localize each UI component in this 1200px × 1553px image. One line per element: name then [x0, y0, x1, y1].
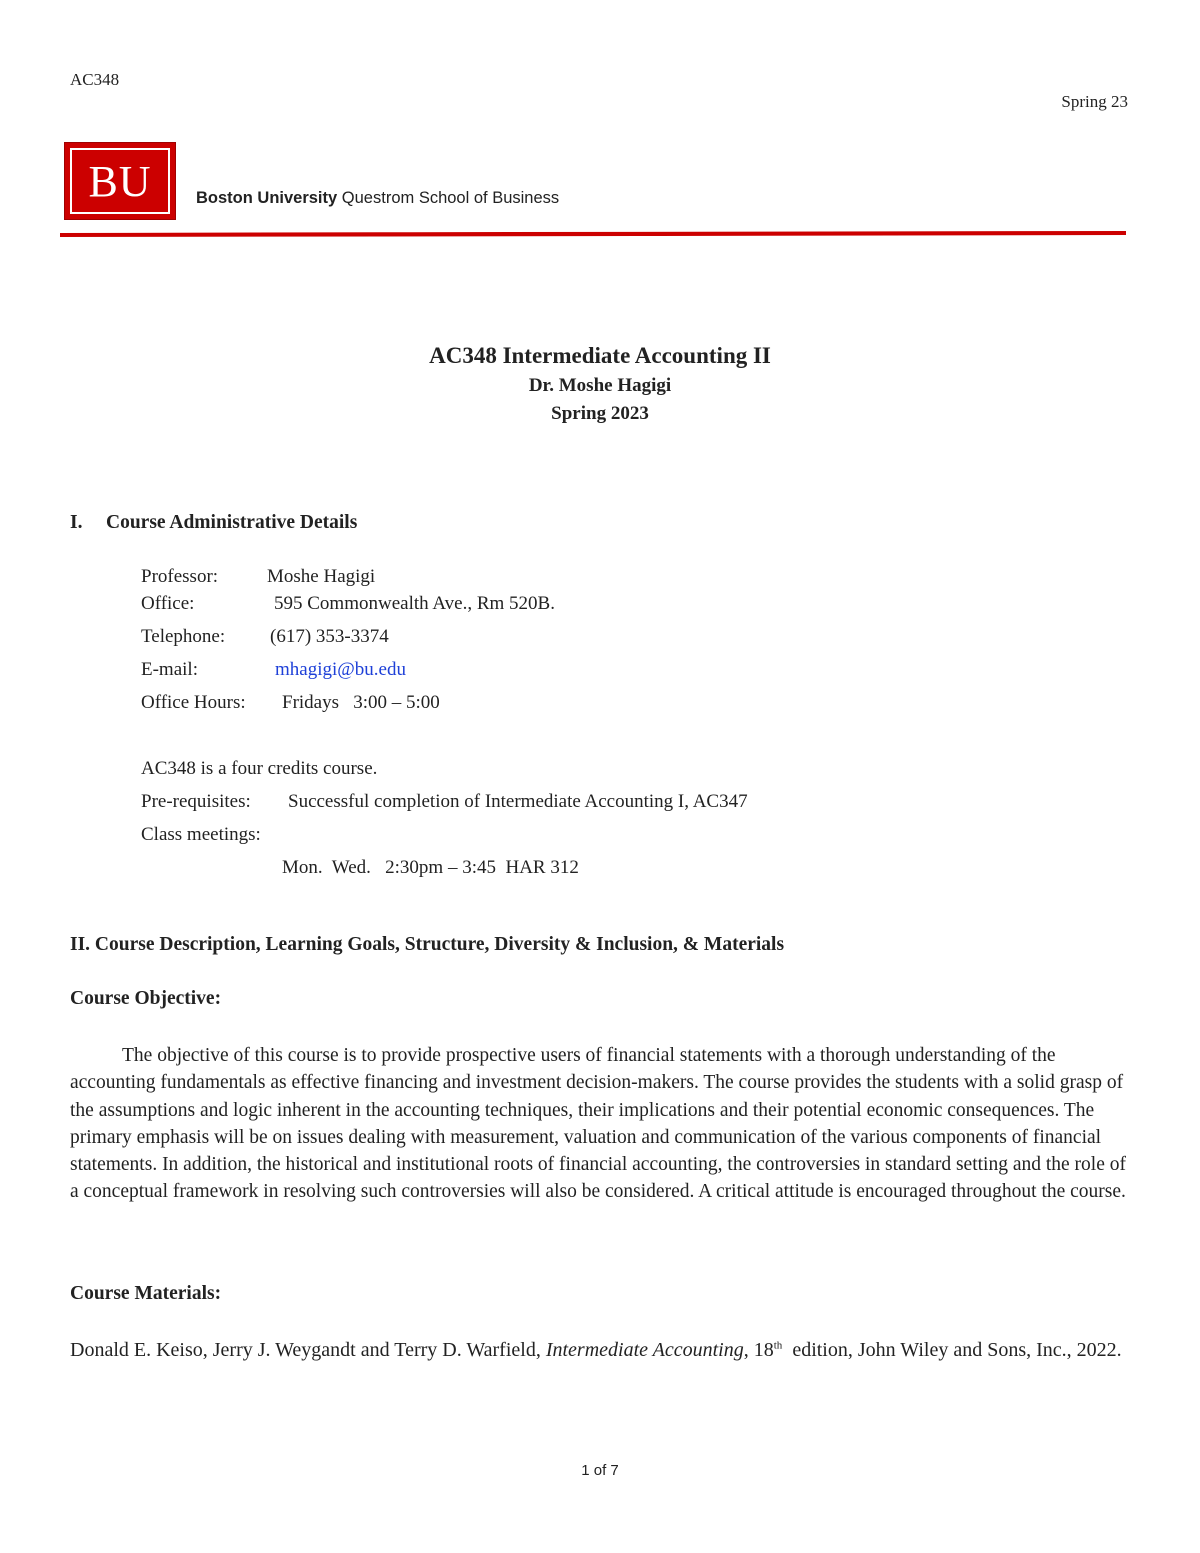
objective-heading: Course Objective: [70, 988, 222, 1009]
email-label: E-mail: [141, 659, 198, 680]
office-hours-label: Office Hours: [141, 692, 246, 713]
telephone-row [141, 626, 389, 648]
book-edition-number: , 18 [743, 1339, 774, 1361]
school-name-rest: Questrom School of Business [341, 189, 560, 207]
prereq-value: Successful completion of Intermediate Accounting I, AC347 [288, 791, 748, 812]
book-publisher: edition, John Wiley and Sons, Inc., 2022. [782, 1339, 1122, 1361]
telephone-label: Telephone: [141, 626, 226, 647]
instructor-name: Dr. Moshe Hagigi [528, 375, 672, 396]
bu-logo-mark: BU [70, 148, 170, 214]
school-name-bold: Boston University [196, 189, 338, 207]
meetings-value: Mon. Wed. 2:30pm – 3:45 HAR 312 [282, 857, 579, 878]
page-number: 1 of 7 [581, 1462, 619, 1479]
book-edition-suffix: th [773, 1339, 783, 1352]
telephone-value: (617) 353-3374 [270, 626, 389, 647]
materials-heading: Course Materials: [70, 1283, 222, 1304]
email-row [141, 659, 406, 681]
school-name [196, 189, 559, 208]
header-divider [60, 231, 1126, 237]
meetings-label: Class meetings: [141, 824, 261, 845]
professor-label: Professor: [141, 566, 219, 587]
objective-paragraph [70, 1042, 1132, 1206]
office-row [141, 593, 555, 615]
book-title: Intermediate Accounting [545, 1339, 744, 1361]
book-authors: Donald E. Keiso, Jerry J. Weygandt and Terry D. Warfield, [70, 1339, 541, 1361]
section-1-title: Course Administrative Details [106, 512, 358, 533]
header-course-code: AC348 [70, 70, 120, 89]
header-term: Spring 23 [1061, 92, 1128, 111]
email-link[interactable]: mhagigi@bu.edu [275, 659, 406, 680]
course-term: Spring 2023 [551, 403, 649, 424]
section-1-heading [70, 512, 357, 534]
bu-logo [64, 142, 176, 220]
course-title: AC348 Intermediate Accounting II [429, 343, 771, 368]
prereq-label: Pre-requisites: [141, 791, 251, 812]
office-hours-value: Fridays 3:00 – 5:00 [282, 692, 440, 713]
prereq-row [141, 791, 748, 813]
professor-row [141, 566, 375, 588]
section-1-number: I. [70, 512, 83, 533]
section-2-heading: II. Course Description, Learning Goals, Structure, Diversity & Inclusion, & Materials [70, 934, 785, 955]
textbook-citation [70, 1336, 1132, 1364]
office-hours-row [141, 692, 440, 714]
credits-text: AC348 is a four credits course. [141, 758, 378, 779]
professor-value: Moshe Hagigi [267, 566, 376, 587]
office-value: 595 Commonwealth Ave., Rm 520B. [274, 593, 555, 614]
title-block [0, 340, 1200, 428]
office-label: Office: [141, 593, 195, 614]
objective-text: The objective of this course is to provide prospective users of financial statements with a thorough understanding of the accounting fundamentals as effective financing and investment decision-makers. The course provides the students with a solid grasp of the assumptions and logic inherent in the accounting techniques, their implications and their potential economic consequences. The primary emphasis will be on issues dealing with measurement, valuation and communication of the various components of financial statements. In addition, the historical and institutional roots of financial accounting, the controversies in standard setting and the role of a conceptual framework in resolving such controversies will also be considered. A critical attitude is encouraged throughout the course. [70, 1045, 1126, 1203]
